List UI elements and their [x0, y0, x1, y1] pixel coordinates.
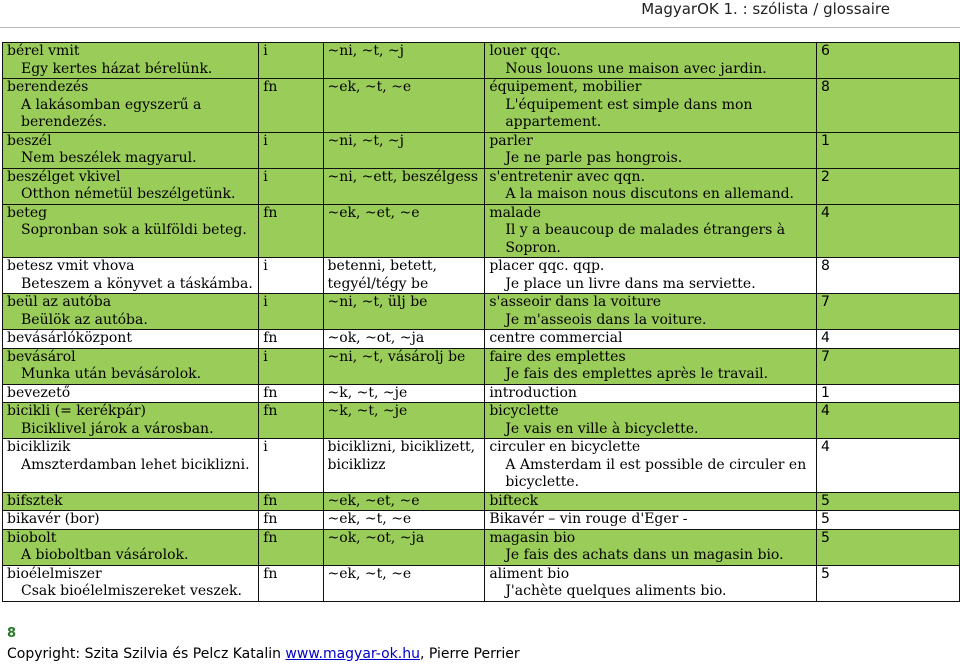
word-class: i [259, 294, 323, 330]
hungarian-cell [3, 492, 259, 511]
lesson-number: 4 [816, 330, 959, 349]
word-forms: ~ek, ~et, ~e [323, 204, 485, 258]
french-translation: bifteck [489, 492, 539, 509]
word-class: fn [259, 511, 323, 530]
word-class: i [259, 43, 323, 79]
french-example: A Amsterdam il est possible de circuler en bicyclette. [505, 456, 807, 490]
hungarian-word: bevásárlóközpont [7, 330, 132, 346]
word-class: i [259, 168, 323, 204]
french-example: Je m'asseois dans la voiture. [505, 311, 707, 328]
hungarian-cell [3, 294, 259, 330]
lesson-number: 4 [816, 403, 959, 439]
hungarian-cell [3, 565, 259, 601]
french-cell [485, 43, 817, 79]
glossary-row [3, 79, 960, 133]
hungarian-cell [3, 258, 259, 294]
lesson-number: 7 [816, 294, 959, 330]
french-translation: circuler en bicyclette [489, 439, 641, 455]
glossary-row [3, 492, 960, 511]
hungarian-example: Biciklivel járok a városban. [21, 420, 214, 437]
hungarian-word: bevezető [7, 384, 71, 401]
lesson-number: 8 [816, 258, 959, 294]
glossary-row [3, 384, 960, 403]
french-translation: équipement, mobilier [489, 79, 642, 95]
french-translation: faire des emplettes [489, 348, 626, 365]
lesson-number: 7 [816, 348, 959, 384]
glossary-row [3, 43, 960, 79]
word-forms: ~ek, ~t, ~e [323, 511, 485, 530]
french-cell [485, 384, 817, 403]
french-cell [485, 439, 817, 493]
lesson-number: 4 [816, 204, 959, 258]
french-translation: aliment bio [489, 565, 570, 582]
french-example: L'équipement est simple dans mon appartement. [505, 96, 753, 130]
french-example: Nous louons une maison avec jardin. [505, 60, 767, 77]
hungarian-example: Nem beszélek magyarul. [21, 150, 197, 166]
glossary-row [3, 565, 960, 601]
hungarian-word: biobolt [7, 529, 57, 546]
hungarian-word: bicikli (= kerékpár) [7, 403, 146, 419]
french-cell [485, 565, 817, 601]
french-cell [485, 529, 817, 565]
hungarian-word: bifsztek [7, 492, 63, 509]
hungarian-example: A bioboltban vásárolok. [21, 547, 189, 563]
word-forms: ~k, ~t, ~je [323, 384, 485, 403]
hungarian-example: Amszterdamban lehet biciklizni. [21, 456, 250, 473]
hungarian-cell [3, 348, 259, 384]
hungarian-word: biciklizik [7, 439, 71, 455]
french-example: Je vais en ville à bicyclette. [505, 420, 699, 437]
hungarian-cell [3, 529, 259, 565]
word-forms: ~ek, ~et, ~e [323, 492, 485, 511]
word-class: fn [259, 330, 323, 349]
hungarian-example: A lakásomban egyszerű a berendezés. [21, 96, 202, 130]
word-class: fn [259, 529, 323, 565]
hungarian-word: bevásárol [7, 348, 76, 365]
word-forms: ~ni, ~t, ~j [323, 132, 485, 168]
hungarian-cell [3, 168, 259, 204]
copyright-suffix: , Pierre Perrier [419, 646, 520, 662]
hungarian-cell [3, 403, 259, 439]
hungarian-cell [3, 384, 259, 403]
hungarian-cell [3, 79, 259, 133]
glossary-row [3, 168, 960, 204]
french-translation: malade [489, 204, 542, 221]
hungarian-example: Sopronban sok a külföldi beteg. [21, 222, 247, 238]
hungarian-word: beül az autóba [7, 294, 112, 310]
word-class: fn [259, 79, 323, 133]
hungarian-cell [3, 511, 259, 530]
word-forms: ~ok, ~ot, ~ja [323, 529, 485, 565]
lesson-number: 5 [816, 492, 959, 511]
french-translation: s'entretenir avec qqn. [489, 168, 646, 185]
lesson-number: 1 [816, 384, 959, 403]
hungarian-example: Munka után bevásárolok. [21, 366, 202, 382]
french-cell [485, 204, 817, 258]
french-cell [485, 348, 817, 384]
french-cell [485, 492, 817, 511]
french-cell [485, 330, 817, 349]
glossary-row [3, 529, 960, 565]
glossary-row [3, 403, 960, 439]
glossary-row [3, 204, 960, 258]
word-forms: ~k, ~t, ~je [323, 403, 485, 439]
word-class: fn [259, 492, 323, 511]
lesson-number: 8 [816, 79, 959, 133]
french-translation: placer qqc. qqp. [489, 258, 605, 274]
french-example: Je fais des achats dans un magasin bio. [505, 547, 784, 563]
french-example: Je place un livre dans ma serviette. [505, 275, 756, 292]
glossary-row [3, 294, 960, 330]
french-cell [485, 132, 817, 168]
page-header-title: MagyarOK 1. : szólista / glossaire [641, 0, 890, 18]
glossary-row [3, 330, 960, 349]
lesson-number: 1 [816, 132, 959, 168]
website-link[interactable]: www.magyar-ok.hu [285, 646, 420, 662]
french-cell [485, 79, 817, 133]
word-class: i [259, 258, 323, 294]
copyright-text: Copyright: Szita Szilvia és Pelcz Katalin [7, 646, 286, 662]
french-cell [485, 258, 817, 294]
word-forms: ~ek, ~t, ~e [323, 79, 485, 133]
french-example: J'achète quelques aliments bio. [505, 583, 727, 599]
french-translation: introduction [489, 384, 577, 401]
hungarian-example: Beülök az autóba. [21, 311, 148, 328]
french-example: Il y a beaucoup de malades étrangers à Sopron. [505, 222, 786, 256]
word-class: fn [259, 565, 323, 601]
hungarian-word: beszél [7, 132, 52, 149]
word-forms: ~ok, ~ot, ~ja [323, 330, 485, 349]
french-translation: centre commercial [489, 330, 623, 346]
hungarian-example: Egy kertes házat bérelünk. [21, 60, 213, 77]
glossary-row [3, 132, 960, 168]
glossary-row [3, 348, 960, 384]
word-class: i [259, 348, 323, 384]
lesson-number: 2 [816, 168, 959, 204]
french-example: A la maison nous discutons en allemand. [505, 186, 795, 202]
hungarian-example: Csak bioélelmiszereket veszek. [21, 583, 242, 599]
french-cell [485, 294, 817, 330]
hungarian-cell [3, 43, 259, 79]
hungarian-example: Beteszem a könyvet a táskámba. [21, 275, 253, 292]
glossary-row [3, 258, 960, 294]
lesson-number: 5 [816, 529, 959, 565]
french-translation: magasin bio [489, 529, 576, 546]
header-divider [0, 27, 960, 28]
word-forms: ~ni, ~t, ülj be [323, 294, 485, 330]
french-translation: bicyclette [489, 403, 559, 419]
word-class: fn [259, 384, 323, 403]
french-cell [485, 511, 817, 530]
glossary-row [3, 439, 960, 493]
word-forms: biciklizni, biciklizett, biciklizz [323, 439, 485, 493]
hungarian-word: beteg [7, 204, 48, 221]
word-class: fn [259, 403, 323, 439]
glossary-row [3, 511, 960, 530]
hungarian-cell [3, 330, 259, 349]
french-cell [485, 168, 817, 204]
french-cell [485, 403, 817, 439]
word-class: fn [259, 204, 323, 258]
word-class: i [259, 132, 323, 168]
lesson-number: 5 [816, 565, 959, 601]
hungarian-word: betesz vmit vhova [7, 258, 135, 274]
hungarian-word: bérel vmit [7, 43, 80, 59]
french-translation: parler [489, 132, 533, 149]
french-example: Je ne parle pas hongrois. [505, 150, 683, 166]
word-forms: ~ni, ~t, ~j [323, 43, 485, 79]
word-forms: ~ek, ~t, ~e [323, 565, 485, 601]
hungarian-cell [3, 132, 259, 168]
lesson-number: 4 [816, 439, 959, 493]
lesson-number: 6 [816, 43, 959, 79]
hungarian-example: Otthon németül beszélgetünk. [21, 186, 236, 202]
hungarian-word: bikavér (bor) [7, 511, 100, 527]
word-forms: betenni, betett, tegyél/tégy be [323, 258, 485, 294]
hungarian-cell [3, 204, 259, 258]
word-forms: ~ni, ~t, vásárolj be [323, 348, 485, 384]
hungarian-word: bioélelmiszer [7, 565, 102, 582]
french-translation: s'asseoir dans la voiture [489, 294, 662, 310]
page-number: 8 [7, 626, 17, 641]
hungarian-cell [3, 439, 259, 493]
lesson-number: 5 [816, 511, 959, 530]
copyright-line [7, 646, 520, 662]
french-translation: louer qqc. [489, 43, 561, 59]
word-class: i [259, 439, 323, 493]
french-translation: Bikavér – vin rouge d'Eger - [489, 511, 688, 527]
hungarian-word: beszélget vkivel [7, 168, 121, 185]
word-forms: ~ni, ~ett, beszélgess [323, 168, 485, 204]
glossary-table [2, 42, 960, 602]
hungarian-word: berendezés [7, 79, 89, 95]
french-example: Je fais des emplettes après le travail. [505, 366, 769, 382]
